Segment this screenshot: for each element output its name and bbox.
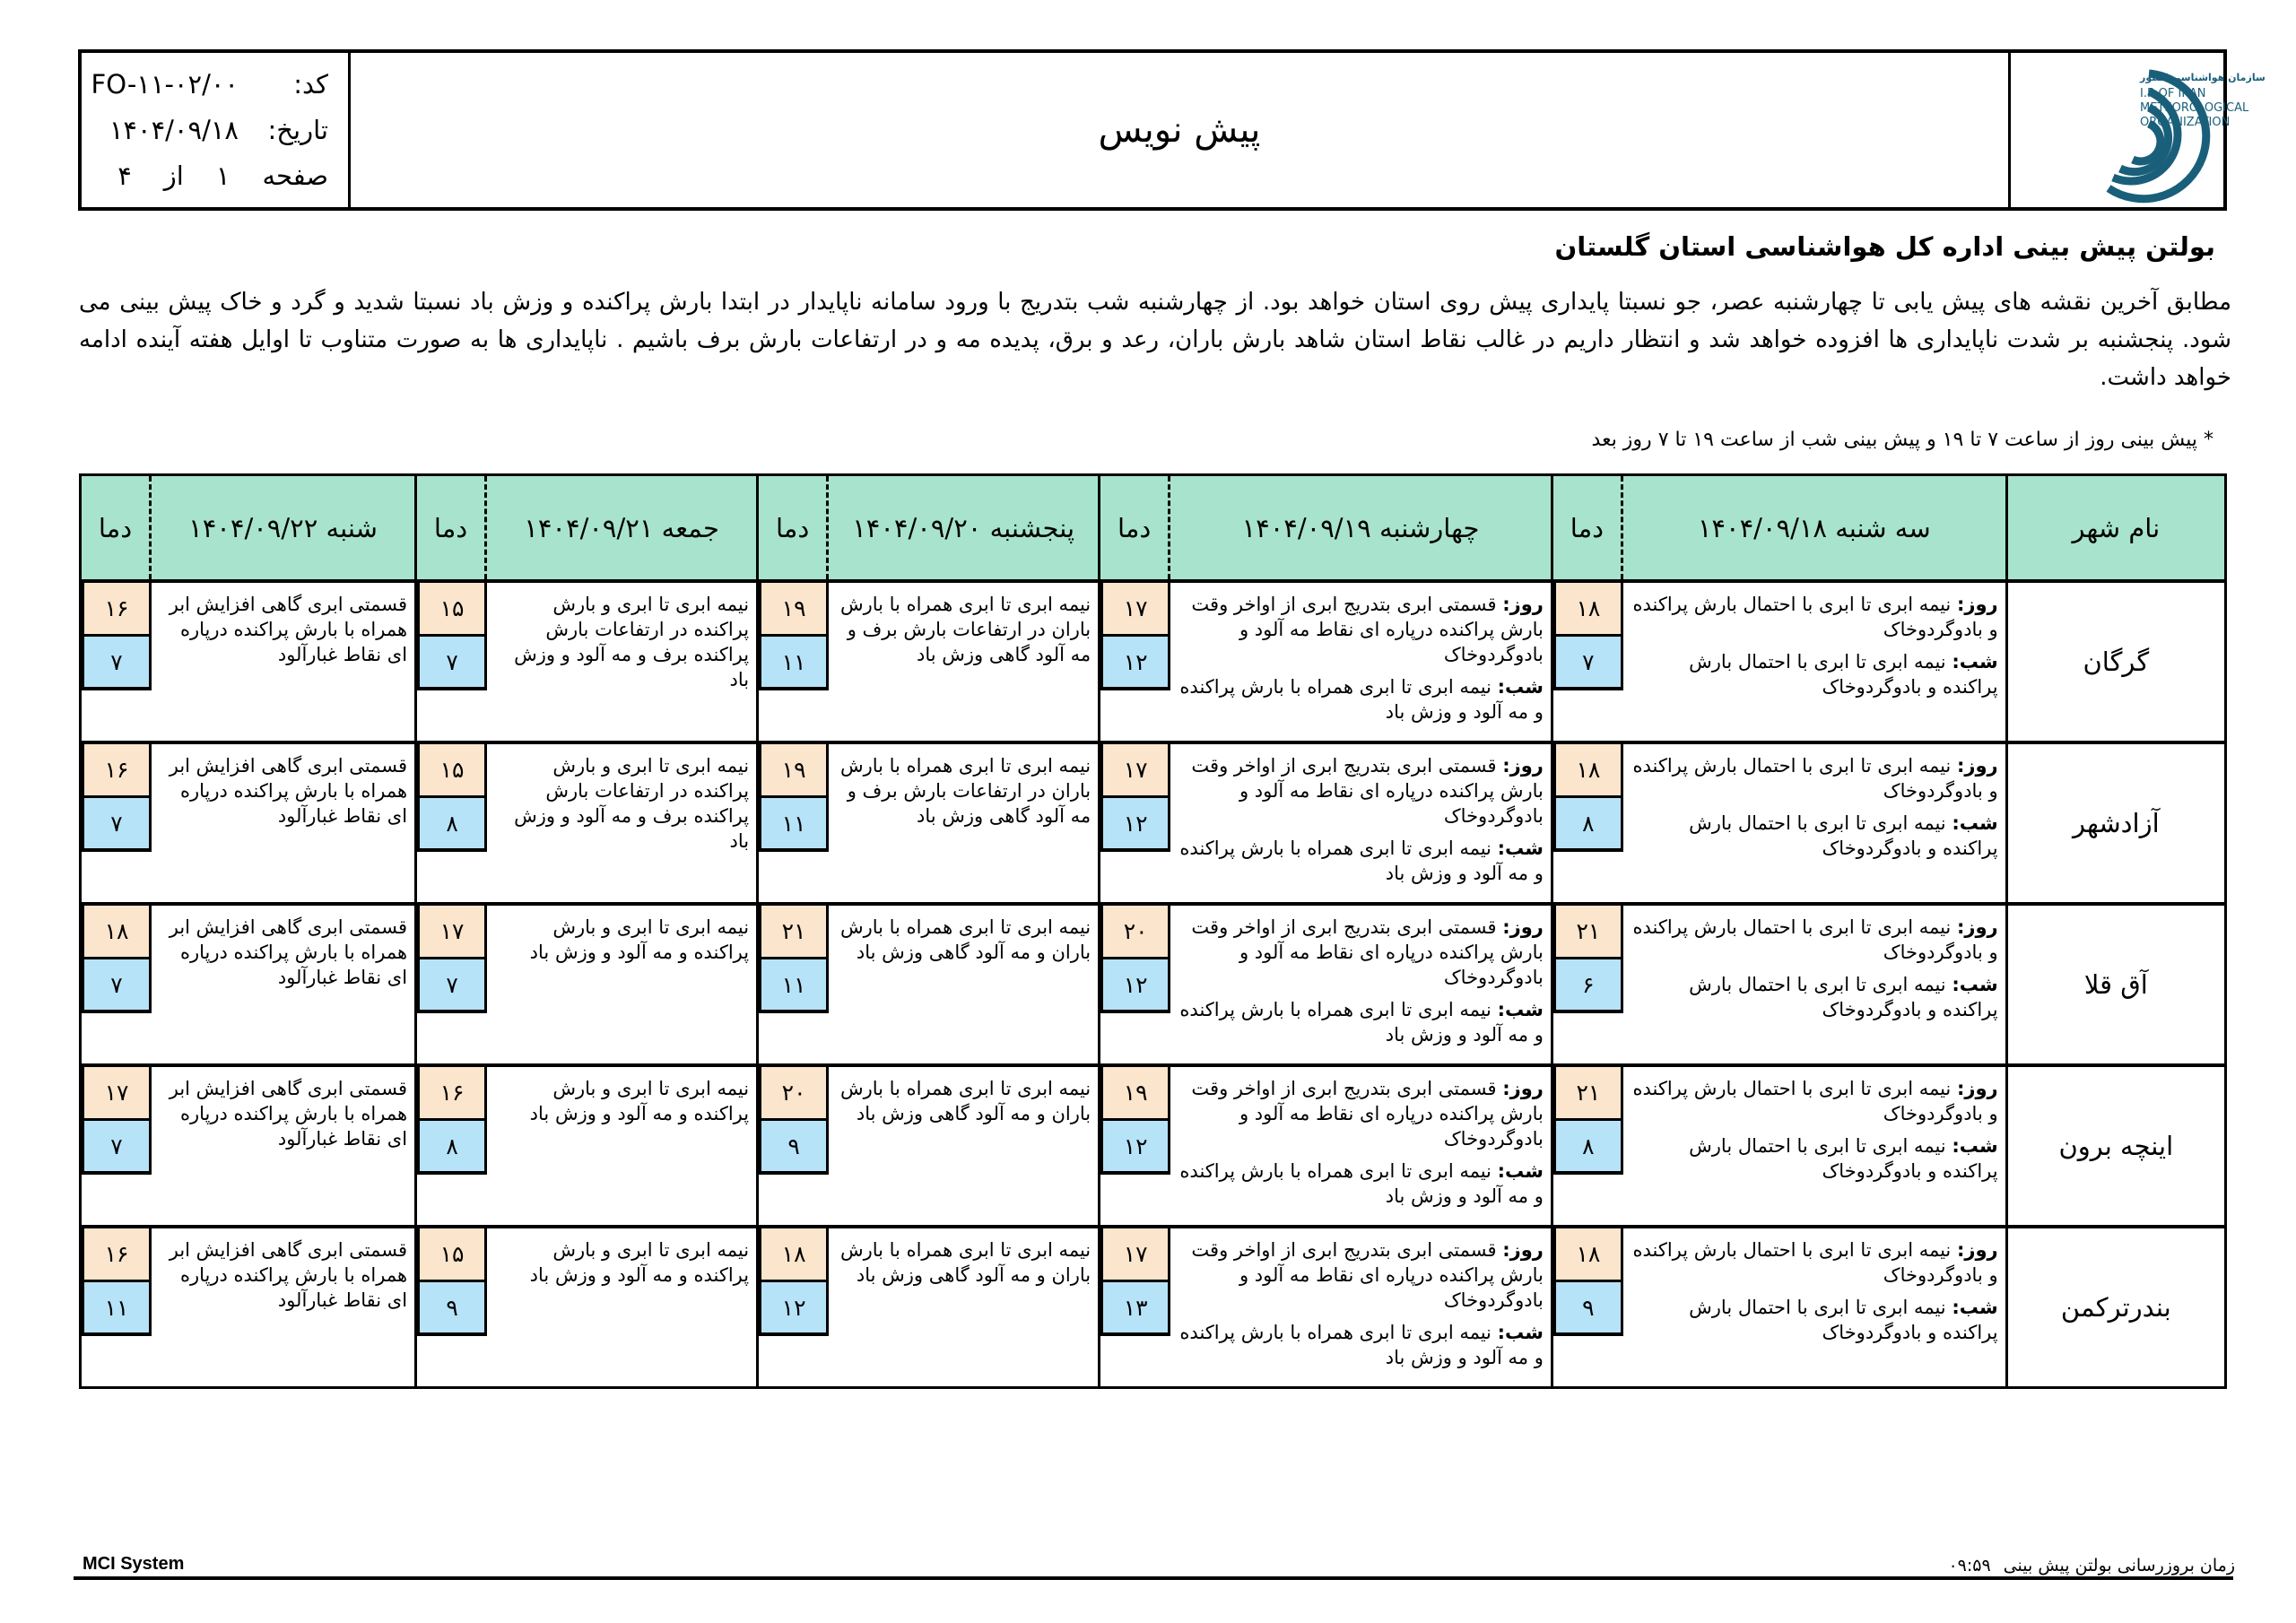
city-name: آزادشهر — [2005, 744, 2224, 902]
temperature-cell — [759, 1228, 829, 1386]
table-row — [82, 579, 2224, 741]
night-label: شب: — [1952, 1135, 1998, 1157]
day-column-header — [1098, 476, 1551, 579]
forecast-description — [487, 1067, 756, 1225]
forecast-description — [1170, 744, 1551, 902]
forecast-text: نیمه ابری تا ابری و بارش پراکنده در ارتفاعات بارش پراکنده برف و مه آلود و وزش باد — [514, 755, 750, 852]
forecast-text: قسمتی ابری گاهی افزایش ابر همراه با بارش پراکنده درپاره ای نقاط غبارآلود — [169, 594, 408, 665]
max-temperature: ۱۹ — [759, 744, 829, 798]
day-forecast-text: نیمه ابری تا ابری با احتمال بارش پراکنده و بادوگردوخاک — [1632, 594, 1998, 640]
forecast-text: نیمه ابری تا ابری همراه با بارش باران در ارتفاعات بارش برف و مه آلود گاهی وزش باد — [839, 755, 1091, 827]
code-label: کد: — [293, 69, 328, 100]
footer-system: MCI System — [83, 1554, 185, 1574]
temperature-cell — [759, 906, 829, 1063]
day-column-header — [1551, 476, 2005, 579]
day-forecast-text: نیمه ابری تا ابری با احتمال بارش پراکنده و بادوگردوخاک — [1632, 916, 1998, 963]
max-temperature: ۱۵ — [417, 744, 487, 798]
forecast-description — [829, 744, 1098, 902]
min-temperature: ۱۱ — [82, 1282, 152, 1336]
forecast-description — [487, 906, 756, 1063]
day-label: روز: — [1956, 1078, 1998, 1099]
night-forecast-text: نیمه ابری تا ابری با احتمال بارش پراکنده و بادوگردوخاک — [1689, 1297, 1998, 1343]
night-label: شب: — [1497, 676, 1544, 698]
max-temperature: ۱۷ — [82, 1067, 152, 1121]
temperature-cell — [417, 583, 487, 741]
temperature-cell — [1553, 744, 1623, 902]
day-forecast-text: قسمتی ابری بتدریج ابری از اواخر وقت بارش پراکنده درپاره ای نقاط مه آلود و بادوگردوخاک — [1191, 594, 1544, 665]
forecast-description — [829, 583, 1098, 741]
temp-column-header: دما — [433, 512, 468, 543]
day-forecast-cell — [414, 906, 756, 1063]
forecast-description — [829, 1067, 1098, 1225]
update-label: زمان بروزرسانی بولتن پیش بینی — [2003, 1556, 2235, 1575]
max-temperature: ۱۶ — [82, 1228, 152, 1282]
footer-update — [1948, 1556, 2235, 1575]
forecast-text: نیمه ابری تا ابری همراه با بارش باران و مه آلود گاهی وزش باد — [839, 1078, 1091, 1124]
temperature-cell — [82, 1067, 152, 1225]
min-temperature: ۱۱ — [759, 959, 829, 1013]
table-header-row — [82, 476, 2224, 579]
day-forecast-cell — [1551, 1067, 2005, 1225]
day-forecast-cell — [82, 906, 414, 1063]
day-forecast-text: قسمتی ابری بتدریج ابری از اواخر وقت بارش پراکنده درپاره ای نقاط مه آلود و بادوگردوخاک — [1191, 1239, 1544, 1311]
day-forecast — [1178, 592, 1544, 667]
max-temperature: ۱۹ — [759, 583, 829, 637]
day-column-header — [82, 476, 414, 579]
temperature-cell — [1553, 906, 1623, 1063]
day-label: روز: — [1956, 594, 1998, 615]
day-date-header: جمعه ۱۴۰۴/۰۹/۲۱ — [484, 476, 756, 579]
day-forecast-cell — [1551, 906, 2005, 1063]
night-label: شب: — [1497, 999, 1544, 1020]
max-temperature: ۱۵ — [417, 583, 487, 637]
day-forecast — [1631, 753, 1998, 803]
min-temperature: ۱۱ — [759, 637, 829, 690]
day-forecast-cell — [414, 744, 756, 902]
min-temperature: ۷ — [82, 637, 152, 690]
day-date-header: شنبه ۱۴۰۴/۰۹/۲۲ — [149, 476, 414, 579]
forecast-description — [1170, 906, 1551, 1063]
night-forecast-text: نیمه ابری تا ابری همراه با بارش پراکنده و مه آلود و وزش باد — [1179, 676, 1544, 723]
temperature-cell — [759, 744, 829, 902]
day-forecast-text: نیمه ابری تا ابری با احتمال بارش پراکنده و بادوگردوخاک — [1632, 1078, 1998, 1124]
page-total: ۴ — [117, 160, 132, 191]
day-date-header: سه شنبه ۱۴۰۴/۰۹/۱۸ — [1621, 476, 2005, 579]
night-forecast-text: نیمه ابری تا ابری با احتمال بارش پراکنده و بادوگردوخاک — [1689, 1135, 1998, 1182]
night-forecast — [1178, 836, 1544, 886]
day-forecast-cell — [1098, 744, 1551, 902]
min-temperature: ۱۲ — [1100, 1121, 1170, 1175]
temperature-cell — [1100, 906, 1170, 1063]
night-label: شب: — [1952, 974, 1998, 995]
forecast-description — [1170, 1067, 1551, 1225]
night-label: شب: — [1952, 1297, 1998, 1318]
max-temperature: ۱۸ — [1553, 744, 1623, 798]
forecast-description — [1170, 1228, 1551, 1386]
day-forecast-cell — [756, 583, 1098, 741]
day-forecast — [1178, 1076, 1544, 1151]
page-current: ۱ — [215, 160, 230, 191]
min-temperature: ۷ — [417, 637, 487, 690]
night-forecast-text: نیمه ابری تا ابری با احتمال بارش پراکنده و بادوگردوخاک — [1689, 974, 1998, 1020]
forecast-description — [152, 1228, 414, 1386]
min-temperature: ۸ — [417, 798, 487, 852]
temp-column-header: دما — [98, 512, 133, 543]
night-forecast-text: نیمه ابری تا ابری همراه با بارش پراکنده و مه آلود و وزش باد — [1179, 1160, 1544, 1207]
temperature-cell — [759, 583, 829, 741]
day-forecast-cell — [1098, 906, 1551, 1063]
night-forecast — [1631, 972, 1998, 1022]
day-label: روز: — [1502, 1078, 1544, 1099]
temperature-cell — [82, 906, 152, 1063]
forecast-description — [1623, 1228, 2005, 1386]
max-temperature: ۱۶ — [82, 744, 152, 798]
day-forecast-cell — [756, 744, 1098, 902]
forecast-text: قسمتی ابری گاهی افزایش ابر همراه با بارش پراکنده درپاره ای نقاط غبارآلود — [169, 1078, 408, 1150]
min-temperature: ۷ — [82, 798, 152, 852]
temp-column-header: دما — [1118, 512, 1152, 543]
day-forecast — [1631, 1237, 1998, 1288]
day-forecast-cell — [82, 1067, 414, 1225]
intro-paragraph: مطابق آخرین نقشه های پیش یابی تا چهارشنبه عصر، جو نسبتا پایداری پیش روی استان خواهد بود. از چهارشنبه شب بتدریج با ورود سامانه ناپایدار در ابتدا بارش پراکنده و وزش باد نسبتا شدید و گرد و خاک پیش بینی می شود. پنجشنبه بر شدت ناپایداری ها افزوده خواهد شد و انتظار داریم در غالب نقاط استان شاهد بارش باران، رعد و برق، پدیده مه و در ارتفاعات بارش برف باشیم . ناپایداری ها به صورت متناوب تا اوایل هفته آینده ادامه خواهد داشت. — [79, 289, 2231, 391]
max-temperature: ۲۰ — [1100, 906, 1170, 959]
night-forecast — [1178, 997, 1544, 1047]
city-name: آق قلا — [2005, 906, 2224, 1063]
night-forecast-text: نیمه ابری تا ابری با احتمال بارش پراکنده و بادوگردوخاک — [1689, 651, 1998, 698]
forecast-text: قسمتی ابری گاهی افزایش ابر همراه با بارش پراکنده درپاره ای نقاط غبارآلود — [169, 1239, 408, 1311]
svg-text:I.R.OF IRAN: I.R.OF IRAN — [2139, 87, 2205, 100]
day-forecast-cell — [414, 1067, 756, 1225]
max-temperature: ۱۶ — [417, 1067, 487, 1121]
forecast-table — [79, 473, 2227, 1389]
day-forecast-text: نیمه ابری تا ابری با احتمال بارش پراکنده و بادوگردوخاک — [1632, 1239, 1998, 1286]
day-forecast-cell — [414, 1228, 756, 1386]
max-temperature: ۲۱ — [1553, 1067, 1623, 1121]
forecast-text: نیمه ابری تا ابری و بارش پراکنده و مه آلود و وزش باد — [529, 1239, 750, 1286]
forecast-description — [1623, 906, 2005, 1063]
min-temperature: ۹ — [1553, 1282, 1623, 1336]
city-name: گرگان — [2005, 583, 2224, 741]
document-title: پیش نویس — [1098, 109, 1261, 151]
page-of: از — [163, 160, 184, 191]
day-forecast-cell — [756, 1228, 1098, 1386]
min-temperature: ۱۲ — [1100, 798, 1170, 852]
temperature-cell — [1100, 1067, 1170, 1225]
forecast-time-note: * پیش بینی روز از ساعت ۷ تا ۱۹ و پیش بینی شب از ساعت ۱۹ تا ۷ روز بعد — [1591, 429, 2213, 451]
day-forecast-text: قسمتی ابری بتدریج ابری از اواخر وقت بارش پراکنده درپاره ای نقاط مه آلود و بادوگردوخاک — [1191, 916, 1544, 988]
day-forecast — [1178, 1237, 1544, 1313]
day-date-header: پنجشنبه ۱۴۰۴/۰۹/۲۰ — [826, 476, 1098, 579]
temperature-cell — [1553, 1067, 1623, 1225]
min-temperature: ۱۲ — [1100, 637, 1170, 690]
max-temperature: ۲۱ — [1553, 906, 1623, 959]
night-forecast-text: نیمه ابری تا ابری همراه با بارش پراکنده و مه آلود و وزش باد — [1179, 838, 1544, 884]
max-temperature: ۱۷ — [417, 906, 487, 959]
forecast-description — [1170, 583, 1551, 741]
temperature-cell — [1553, 583, 1623, 741]
forecast-text: نیمه ابری تا ابری همراه با بارش باران و مه آلود گاهی وزش باد — [839, 916, 1091, 963]
day-forecast — [1631, 915, 1998, 965]
day-forecast-cell — [1551, 583, 2005, 741]
night-forecast-text: نیمه ابری تا ابری همراه با بارش پراکنده و مه آلود و وزش باد — [1179, 1322, 1544, 1368]
city-name: بندرترکمن — [2005, 1228, 2224, 1386]
temperature-cell — [1553, 1228, 1623, 1386]
day-column-header — [414, 476, 756, 579]
city-column-header: نام شهر — [2005, 476, 2224, 579]
footer-divider — [74, 1576, 2233, 1580]
day-forecast-cell — [82, 583, 414, 741]
night-forecast — [1178, 1159, 1544, 1209]
table-row — [82, 1225, 2224, 1386]
forecast-text: قسمتی ابری گاهی افزایش ابر همراه با بارش پراکنده درپاره ای نقاط غبارآلود — [169, 916, 408, 988]
forecast-text: نیمه ابری تا ابری و بارش پراکنده و مه آلود و وزش باد — [529, 1078, 750, 1124]
forecast-description — [152, 744, 414, 902]
temperature-cell — [82, 1228, 152, 1386]
temperature-cell — [1100, 583, 1170, 741]
date-label: تاریخ: — [267, 114, 328, 145]
night-forecast-text: نیمه ابری تا ابری با احتمال بارش پراکنده و بادوگردوخاک — [1689, 812, 1998, 859]
min-temperature: ۱۱ — [759, 798, 829, 852]
max-temperature: ۱۸ — [759, 1228, 829, 1282]
night-forecast — [1631, 1133, 1998, 1184]
max-temperature: ۱۸ — [82, 906, 152, 959]
min-temperature: ۸ — [417, 1121, 487, 1175]
forecast-description — [152, 1067, 414, 1225]
min-temperature: ۹ — [417, 1282, 487, 1336]
day-date-header: چهارشنبه ۱۴۰۴/۰۹/۱۹ — [1168, 476, 1551, 579]
day-forecast-text: قسمتی ابری بتدریج ابری از اواخر وقت بارش پراکنده درپاره ای نقاط مه آلود و بادوگردوخاک — [1191, 1078, 1544, 1150]
night-forecast — [1178, 1320, 1544, 1370]
day-forecast-cell — [414, 583, 756, 741]
forecast-text: نیمه ابری تا ابری همراه با بارش باران و مه آلود گاهی وزش باد — [839, 1239, 1091, 1286]
day-label: روز: — [1502, 1239, 1544, 1261]
date-value: ۱۴۰۴/۰۹/۱۸ — [109, 114, 239, 145]
day-label: روز: — [1502, 594, 1544, 615]
day-forecast — [1631, 592, 1998, 642]
day-forecast-cell — [82, 744, 414, 902]
forecast-description — [829, 906, 1098, 1063]
max-temperature: ۱۷ — [1100, 583, 1170, 637]
min-temperature: ۷ — [1553, 637, 1623, 690]
night-label: شب: — [1497, 1322, 1544, 1343]
temperature-cell — [417, 744, 487, 902]
day-forecast-cell — [82, 1228, 414, 1386]
page-label: صفحه — [262, 160, 328, 191]
forecast-description — [152, 906, 414, 1063]
day-label: روز: — [1502, 916, 1544, 938]
day-label: روز: — [1956, 755, 1998, 777]
max-temperature: ۱۸ — [1553, 583, 1623, 637]
bulletin-title: بولتن پیش بینی اداره کل هواشناسی استان گلستان — [1554, 231, 2215, 262]
forecast-description — [152, 583, 414, 741]
day-forecast — [1178, 753, 1544, 829]
day-forecast-cell — [1098, 1067, 1551, 1225]
document-header — [78, 49, 2266, 211]
temperature-cell — [417, 906, 487, 1063]
min-temperature: ۷ — [82, 959, 152, 1013]
min-temperature: ۸ — [1553, 1121, 1623, 1175]
svg-text:METEOROLOGICAL: METEOROLOGICAL — [2139, 101, 2248, 115]
max-temperature: ۱۶ — [82, 583, 152, 637]
forecast-description — [1623, 744, 2005, 902]
max-temperature: ۲۰ — [759, 1067, 829, 1121]
day-forecast-cell — [756, 1067, 1098, 1225]
day-forecast-cell — [756, 906, 1098, 1063]
forecast-text: نیمه ابری تا ابری و بارش پراکنده و مه آلود و وزش باد — [529, 916, 750, 963]
min-temperature: ۹ — [759, 1121, 829, 1175]
temperature-cell — [82, 583, 152, 741]
night-forecast — [1631, 811, 1998, 861]
min-temperature: ۸ — [1553, 798, 1623, 852]
forecast-text: نیمه ابری تا ابری و بارش پراکنده در ارتفاعات بارش پراکنده برف و مه آلود و وزش باد — [514, 594, 750, 690]
logo — [2008, 53, 2266, 207]
max-temperature: ۱۹ — [1100, 1067, 1170, 1121]
temperature-cell — [1100, 744, 1170, 902]
forecast-text: نیمه ابری تا ابری همراه با بارش باران در ارتفاعات بارش برف و مه آلود گاهی وزش باد — [839, 594, 1091, 665]
day-forecast — [1178, 915, 1544, 990]
svg-text:سازمان هواشناسی کشور: سازمان هواشناسی کشور — [2139, 72, 2266, 83]
day-forecast-text: نیمه ابری تا ابری با احتمال بارش پراکنده و بادوگردوخاک — [1632, 755, 1998, 802]
day-forecast-cell — [1098, 1228, 1551, 1386]
svg-text:ORGANIZATION: ORGANIZATION — [2139, 116, 2230, 129]
table-row — [82, 1063, 2224, 1225]
day-forecast-cell — [1551, 744, 2005, 902]
temperature-cell — [82, 744, 152, 902]
min-temperature: ۶ — [1553, 959, 1623, 1013]
temperature-cell — [759, 1067, 829, 1225]
max-temperature: ۲۱ — [759, 906, 829, 959]
day-forecast-cell — [1551, 1228, 2005, 1386]
max-temperature: ۱۵ — [417, 1228, 487, 1282]
min-temperature: ۱۳ — [1100, 1282, 1170, 1336]
night-forecast — [1631, 649, 1998, 699]
day-column-header — [756, 476, 1098, 579]
update-time: ۰۹:۵۹ — [1948, 1556, 1991, 1575]
day-label: روز: — [1956, 916, 1998, 938]
forecast-description — [1623, 583, 2005, 741]
night-label: شب: — [1952, 651, 1998, 673]
document-meta — [82, 53, 351, 207]
min-temperature: ۱۲ — [1100, 959, 1170, 1013]
temperature-cell — [417, 1228, 487, 1386]
forecast-text: قسمتی ابری گاهی افزایش ابر همراه با بارش پراکنده درپاره ای نقاط غبارآلود — [169, 755, 408, 827]
min-temperature: ۷ — [82, 1121, 152, 1175]
night-forecast-text: نیمه ابری تا ابری همراه با بارش پراکنده و مه آلود و وزش باد — [1179, 999, 1544, 1046]
night-label: شب: — [1497, 1160, 1544, 1182]
max-temperature: ۱۷ — [1100, 744, 1170, 798]
meteorological-organization-logo-icon — [2023, 54, 2266, 206]
max-temperature: ۱۷ — [1100, 1228, 1170, 1282]
day-label: روز: — [1956, 1239, 1998, 1261]
forecast-description — [1623, 1067, 2005, 1225]
temperature-cell — [1100, 1228, 1170, 1386]
day-forecast-text: قسمتی ابری بتدریج ابری از اواخر وقت بارش پراکنده درپاره ای نقاط مه آلود و بادوگردوخاک — [1191, 755, 1544, 827]
forecast-description — [487, 744, 756, 902]
night-label: شب: — [1497, 838, 1544, 859]
forecast-description — [487, 1228, 756, 1386]
forecast-description — [487, 583, 756, 741]
day-forecast-cell — [1098, 583, 1551, 741]
temperature-cell — [417, 1067, 487, 1225]
min-temperature: ۱۲ — [759, 1282, 829, 1336]
day-label: روز: — [1502, 755, 1544, 777]
city-name: اینچه برون — [2005, 1067, 2224, 1225]
table-row — [82, 741, 2224, 902]
night-forecast — [1178, 674, 1544, 725]
night-label: شب: — [1952, 812, 1998, 834]
max-temperature: ۱۸ — [1553, 1228, 1623, 1282]
code-value: FO-۱۱-۰۲/۰۰ — [91, 69, 239, 100]
night-forecast — [1631, 1295, 1998, 1345]
table-row — [82, 902, 2224, 1063]
day-forecast — [1631, 1076, 1998, 1126]
forecast-description — [829, 1228, 1098, 1386]
min-temperature: ۷ — [417, 959, 487, 1013]
temp-column-header: دما — [1570, 512, 1605, 543]
temp-column-header: دما — [775, 512, 810, 543]
